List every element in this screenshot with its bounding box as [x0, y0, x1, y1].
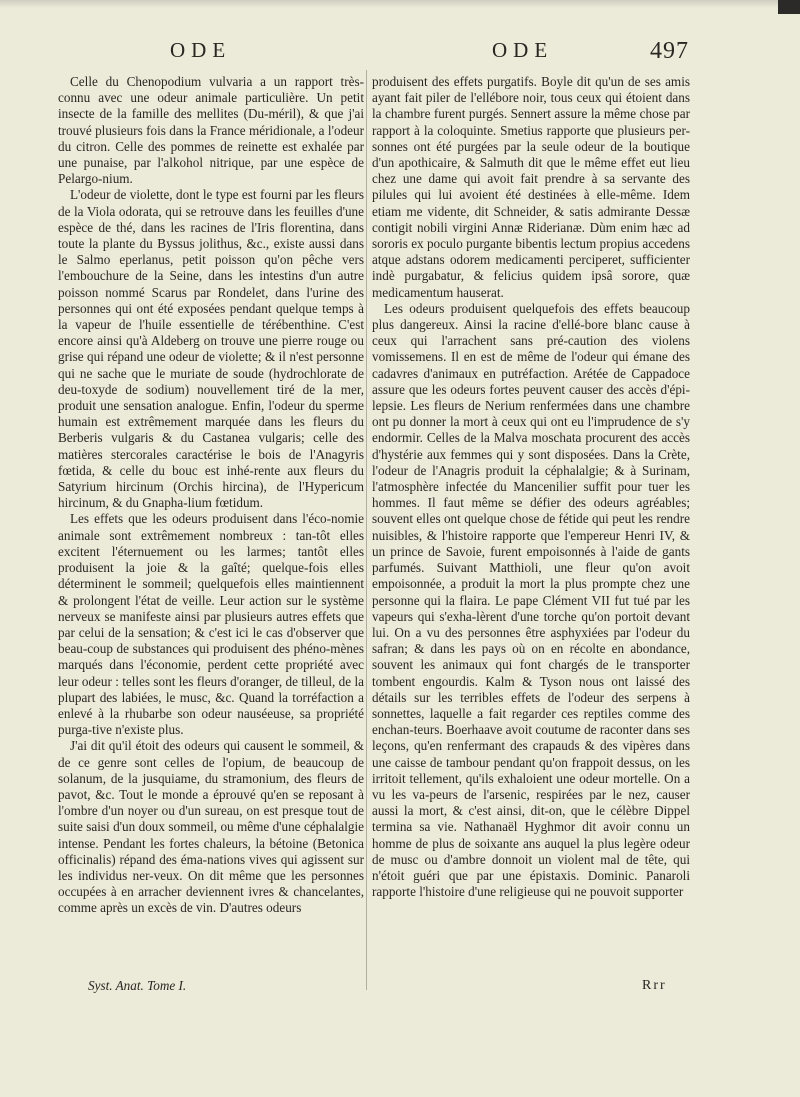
right-column	[372, 74, 690, 900]
paragraph: produisent des effets purgatifs. Boyle dit qu'un de ses amis ayant fait piler de l'ellébore noir, tous ceux qui étoient dans la chambre furent purgés. Sennert assure la même chose par rapport à la coloquinte. Smetius rapporte que plusieurs per-sonnes ont été purgées par la seule odeur de la boutique d'un apothicaire, & Salmuth dit que le même effet eut lieu chez une dame qui avoit fait prendre à sa servante des pilules qui lui avoient été destinées à elle-même. Idem etiam me vidente, dit Schneider, & satis admirante Dessæ contigit nobili virgini Annæ Riderianæ. Dùm enim hæc ad sororis ex poculo purgante bibentis lectum propius accedens atque adstans odorem medicamenti perciperet, sufficienter indè purgabatur, & felicius quidem ipsâ sorore, quæ medicamentum hauserat.	[372, 74, 691, 300]
left-column	[58, 74, 364, 917]
paragraph: L'odeur de violette, dont le type est fourni par les fleurs de la Viola odorata, qui se retrouve dans les feuilles d'une espèce de thé, dans les racines de l'Iris florentina, dans toute la plante du Byssus jolithus, &c., existe aussi dans le Salmo eperlanus, petit poisson qu'on pêche vers l'embouchure de la Seine, dans les intestins d'un autre poisson nommé Scarus par Rondelet, dans l'urine des personnes qui ont été exposées pendant quelque temps à la vapeur de l'huile essentielle de térébenthine. C'est encore ainsi qu'à Aldeberg on trouve une pierre rouge ou grise qui répand une odeur de violette; & il n'est personne qui ne sache que le muriate de soude (hydrochlorate de deu-toxyde de sodium) nouvellement tiré de la mer, produit une sensation analogue. Enfin, l'odeur du sperme humain est extrêmement marquée dans les fleurs du Berberis vulgaris & du Castanea vulgaris; celle des matières stercorales caractérise le bois de l'Anagyris fœtida, & celle du bouc est inhé-rente aux fleurs du Satyrium hircinum (Orchis hircina), de l'Hypericum hircinum, & du Gnapha-lium fœtidum.	[58, 187, 364, 511]
footer-signature-mark: Rrr	[642, 978, 667, 993]
paragraph: J'ai dit qu'il étoit des odeurs qui causent le sommeil, & de ce genre sont celles de l'opium, de beaucoup de solanum, de la jusquiame, du stramonium, des fleurs de pavot, &c. Tout le monde a éprouvé qu'en se reposant à l'ombre d'un noyer ou d'un sureau, on est presque tout de suite saisi d'un doux sommeil, ou même d'une céphalalgie intense. Pendant les fortes chaleurs, la bétoine (Betonica officinalis) répand des éma-nations vives qui agissent sur les individus ner-veux. On dit même que les personnes occupées à en arracher deviennent ivres & chancelantes, comme après un excès de vin. D'autres odeurs	[58, 738, 364, 916]
paragraph: Celle du Chenopodium vulvaria a un rapport très-connu avec une odeur animale particulière. Un petit insecte de la famille des mellites (Du-méril), & que j'ai trouvé plusieurs fois dans la France méridionale, a l'odeur du citron. Celle des pommes de reinette est exhalée par une punaise, par l'alkohol nitrique, par une espèce de Pelargo-nium.	[58, 74, 364, 187]
column-divider	[366, 70, 367, 990]
running-head-right: ODE	[492, 38, 554, 62]
page-number: 497	[650, 38, 689, 64]
corner-mark	[778, 0, 800, 14]
paragraph: Les effets que les odeurs produisent dans l'éco-nomie animale sont extrêmement nombreux : tan-tôt elles excitent l'éternuement ou les larmes; tantôt elles produisent la joie & la gaîté; quelque-fois elles déterminent le sommeil; quelquefois elles maintiennent & prolongent l'état de veille. Leur action sur le système nerveux se manifeste ainsi par plusieurs autres effets que par celui de la sensation; & c'est ici le cas d'observer que beau-coup de substances qui produisent des phéno-mènes marqués dans l'économie, perdent cette propriété avec leur odeur : telles sont les fleurs d'oranger, de tilleul, de la plupart des labiées, le musc, &c. Quand la torréfaction a enlevé à la rhubarbe son odeur nauséeuse, sa propriété purga-tive n'existe plus.	[58, 511, 364, 738]
paragraph: Les odeurs produisent quelquefois des effets beaucoup plus dangereux. Ainsi la racine d'ellé-bore blanc cause à ceux qui l'arrachent sans pré-caution des violens vomissemens. Il en est de même de l'odeur qui émane des cadavres d'animaux en putréfaction. Arétée de Cappadoce assure que les odeurs fortes peuvent causer des accès d'épi-lepsie. Les fleurs de Nerium renfermées dans une chambre ont pu donner la mort à ceux qui ont eu l'imprudence de s'y endormir. Celles de la Malva moschata procurent des accès d'hystérie aux femmes qui y sont disposées. Dans la Crète, l'odeur de l'Anagris produit la céphalalgie; & à Surinam, l'atmosphère infectée du Mancenilier suffit pour tuer les hommes. Il faut même se défier des odeurs agréables; souvent elles ont quelque chose de fétide qui peut les rendre nuisibles, & l'histoire rapporte que l'empereur Henri IV, & un prince de Savoie, furent empoisonnés à l'aide de gants parfumés. Suivant Matthioli, une fleur qu'on avoit empoisonnée, a produit la mort la plus prompte chez une personne qui la flaira. Le pape Clément VII fut tué par les vapeurs qui s'exha-lèrent d'une torche qu'on portoit devant lui. On a vu des personnes être asphyxiées par l'odeur du safran; & dans les pays où on en récolte en abondance, souvent les animaux qui font chargés de le transporter tombent engourdis. Kalm & Tyson nous ont laissé des détails sur les terribles effets de l'odeur des serpens à sonnettes, laquelle a fait regarder ces reptiles comme des enchan-teurs. Boerhaave avoit coutume de raconter dans ses leçons, qu'en renfermant des crapauds & des vipères dans une caisse de tambour pendant qu'on frappoit dessus, on les irritoit tellement, qu'ils exhaloient une odeur mortelle. On a vu les va-peurs de l'arsenic, respirées par le nez, causer aussi la mort, & c'est ainsi, dit-on, que le célèbre Dippel termina sa vie. Nathanaël Hyghmor dit avoir connu un homme de plus de soixante ans auquel la plus legère odeur de musc ou d'ambre donnoit un violent mal de tête, qui n'étoit guéri que par une épistaxis. Dominic. Panaroli rapporte l'histoire d'une religieuse qui ne pouvoit supporter	[372, 300, 690, 900]
footer-signature-note: Syst. Anat. Tome I.	[88, 978, 187, 993]
page-top-edge	[0, 0, 800, 8]
running-head-left: ODE	[170, 38, 232, 62]
